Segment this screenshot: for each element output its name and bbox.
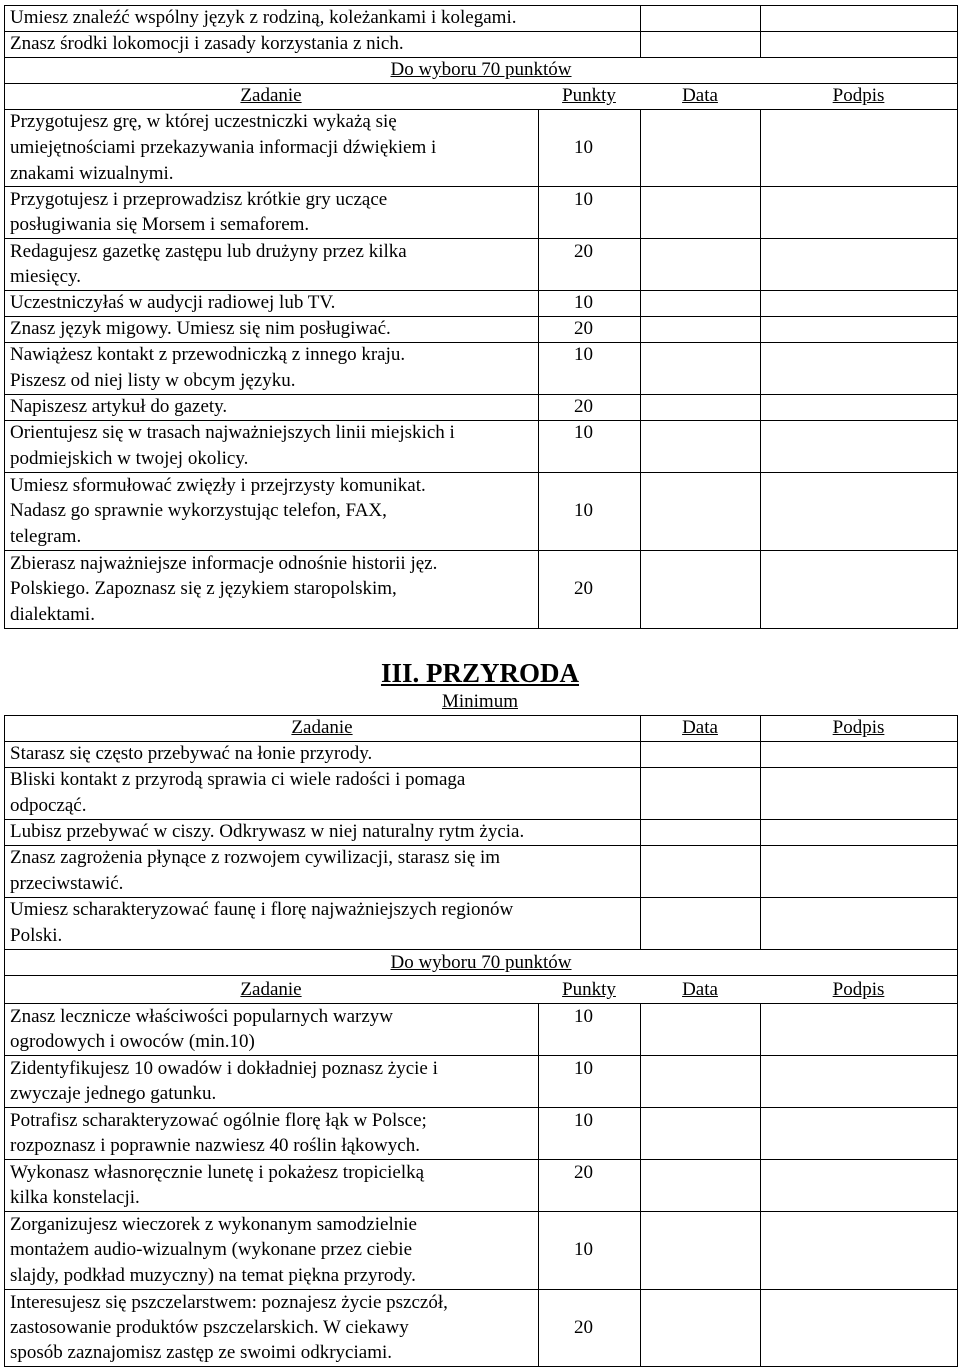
header-task-2: Zadanie xyxy=(240,979,302,1000)
task-points: 10 xyxy=(574,1058,593,1079)
task-line: ogrodowych i owoców (min.10) xyxy=(10,1031,255,1052)
task-line: zastosowanie produktów pszczelarskich. W ciekawy xyxy=(10,1317,409,1338)
task-line: dialektami. xyxy=(10,604,95,625)
task-line: sposób zaznajomisz zastęp ze swoimi odkryciami. xyxy=(10,1342,393,1363)
minimum-task-line: przeciwstawić. xyxy=(10,873,124,894)
task-line: Piszesz od niej listy w obcym języku. xyxy=(10,370,296,391)
task-line: Potrafisz scharakteryzować ogólnie florę łąk w Polsce; xyxy=(10,1110,427,1131)
minimum-task-line: Polski. xyxy=(10,925,63,946)
task-points: 10 xyxy=(574,189,593,210)
task-line: miesięcy. xyxy=(10,266,82,287)
task-line: Napiszesz artykuł do gazety. xyxy=(10,396,228,417)
task-line: Uczestniczyłaś w audycji radiowej lub TV. xyxy=(10,292,336,313)
task-points: 10 xyxy=(574,292,593,313)
header-signature-1: Podpis xyxy=(832,85,885,106)
task-line: Przygotujesz i przeprowadzisz krótkie gry uczące xyxy=(10,189,388,210)
task-line: Zidentyfikujesz 10 owadów i dokładniej poznasz życie i xyxy=(10,1058,438,1079)
header-points-2: Punkty xyxy=(562,979,616,1000)
header-signature-2: Podpis xyxy=(832,979,885,1000)
task-line: Zbierasz najważniejsze informacje odnośnie historii jęz. xyxy=(10,553,438,574)
minimum-task-line: Umiesz scharakteryzować faunę i florę najważniejszych regionów xyxy=(10,899,514,920)
header-points-1: Punkty xyxy=(562,85,616,106)
task-points: 20 xyxy=(574,318,593,339)
task-points: 10 xyxy=(574,1239,593,1260)
task-line: Wykonasz własnoręcznie lunetę i pokażesz tropicielką xyxy=(10,1162,425,1183)
task-line: rozpoznasz i poprawnie nazwiesz 40 roślin łąkowych. xyxy=(10,1135,420,1156)
min-header-task: Zadanie xyxy=(291,717,353,738)
choice-heading-1: Do wyboru 70 punktów xyxy=(390,59,572,80)
task-line: Znasz lecznicze właściwości popularnych warzyw xyxy=(10,1006,393,1027)
task-line: telegram. xyxy=(10,526,82,547)
task-line: znakami wizualnymi. xyxy=(10,163,174,184)
task-points: 20 xyxy=(574,578,593,599)
task-points: 10 xyxy=(574,422,593,443)
task-points: 20 xyxy=(574,1162,593,1183)
task-points: 10 xyxy=(574,344,593,365)
min-header-date: Data xyxy=(682,717,718,738)
task-line: kilka konstelacji. xyxy=(10,1187,140,1208)
task-line: Przygotujesz grę, w której uczestniczki wykażą się xyxy=(10,111,397,132)
minimum-task-line: Starasz się często przebywać na łonie przyrody. xyxy=(10,743,373,764)
top-row-2: Znasz środki lokomocji i zasady korzystania z nich. xyxy=(10,33,404,54)
header-task-1: Zadanie xyxy=(240,85,302,106)
task-line: Interesujesz się pszczelarstwem: poznajesz życie pszczół, xyxy=(10,1292,448,1313)
task-line: Znasz język migowy. Umiesz się nim posługiwać. xyxy=(10,318,391,339)
task-line: posługiwania się Morsem i semaforem. xyxy=(10,214,310,235)
choice-heading-2: Do wyboru 70 punktów xyxy=(390,952,572,973)
task-line: Nawiążesz kontakt z przewodniczką z innego kraju. xyxy=(10,344,406,365)
header-date-1: Data xyxy=(682,85,718,106)
task-line: Redagujesz gazetkę zastępu lub drużyny przez kilka xyxy=(10,241,407,262)
task-line: Orientujesz się w trasach najważniejszych linii miejskich i xyxy=(10,422,455,443)
section-title: III. PRZYRODA xyxy=(380,658,580,688)
header-date-2: Data xyxy=(682,979,718,1000)
task-line: zwyczaje jednego gatunku. xyxy=(10,1083,217,1104)
task-line: podmiejskich w twojej okolicy. xyxy=(10,448,249,469)
minimum-task-line: Lubisz przebywać w ciszy. Odkrywasz w niej naturalny rytm życia. xyxy=(10,821,525,842)
minimum-task-line: Znasz zagrożenia płynące z rozwojem cywilizacji, starasz się im xyxy=(10,847,501,868)
task-points: 20 xyxy=(574,1317,593,1338)
task-line: montażem audio-wizualnym (wykonane przez ciebie xyxy=(10,1239,412,1260)
top-row-1: Umiesz znaleźć wspólny język z rodziną, koleżankami i kolegami. xyxy=(10,7,517,28)
task-points: 10 xyxy=(574,1006,593,1027)
minimum-task-line: Bliski kontakt z przyrodą sprawia ci wiele radości i pomaga xyxy=(10,769,466,790)
task-line: Umiesz sformułować zwięzły i przejrzysty komunikat. xyxy=(10,475,426,496)
task-points: 20 xyxy=(574,241,593,262)
task-line: umiejętnościami przekazywania informacji dźwiękiem i xyxy=(10,137,437,158)
task-points: 10 xyxy=(574,500,593,521)
task-points: 10 xyxy=(574,1110,593,1131)
task-line: Polskiego. Zapoznasz się z językiem staropolskim, xyxy=(10,578,397,599)
min-header-signature: Podpis xyxy=(832,717,885,738)
task-points: 10 xyxy=(574,137,593,158)
task-line: Nadasz go sprawnie wykorzystując telefon, FAX, xyxy=(10,500,387,521)
task-points: 20 xyxy=(574,396,593,417)
minimum-task-line: odpocząć. xyxy=(10,795,87,816)
minimum-label: Minimum xyxy=(441,691,518,712)
task-line: slajdy, podkład muzyczny) na temat piękna przyrody. xyxy=(10,1265,416,1286)
task-line: Zorganizujesz wieczorek z wykonanym samodzielnie xyxy=(10,1214,417,1235)
